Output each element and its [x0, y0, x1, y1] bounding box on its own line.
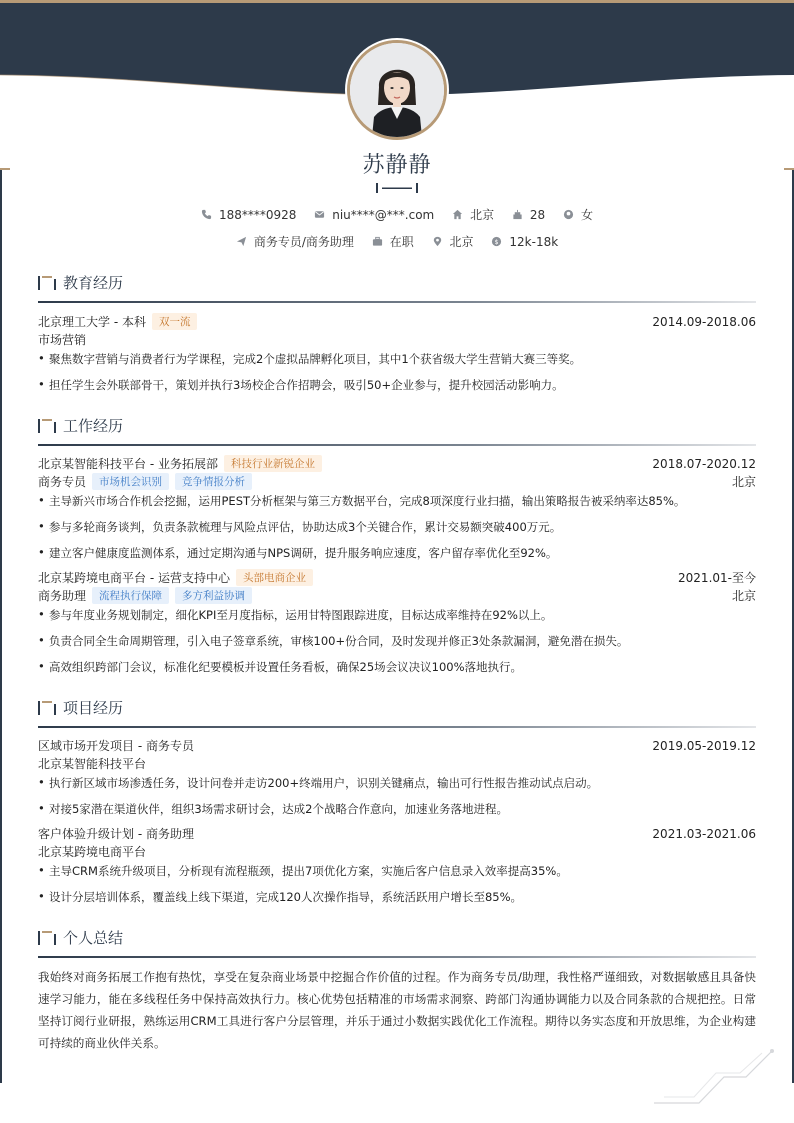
avatar: [347, 40, 447, 140]
candidate-name: 苏静静: [362, 153, 432, 178]
gender-text: 女: [581, 208, 594, 222]
section-marker-icon: [38, 419, 56, 433]
job-company: 北京某跨境电商平台 - 运营支持中心: [38, 571, 230, 585]
section-marker-icon: [38, 931, 56, 945]
email-item: [314, 208, 434, 222]
left-border-line: [0, 170, 2, 1083]
job-role: 商务助理: [38, 589, 87, 603]
education-bullet: [38, 351, 756, 367]
job-intent-row: [0, 233, 794, 250]
school-name: 北京理工大学 - 本科: [38, 315, 146, 329]
briefcase-icon: [372, 236, 383, 247]
major-name: 市场营销: [38, 333, 87, 347]
education-entry-header: [38, 313, 756, 330]
work-title-text: 工作经历: [63, 417, 124, 435]
education-bullet-text: • 聚焦数字营销与消费者行为学课程，完成2个虚拟品牌孵化项目，其中1个获省级大学生营销大赛三等奖。: [49, 352, 582, 366]
job-bullet-text: • 参与多轮商务谈判，负责条款梳理与风险点评估，协助达成3个关键合作，累计交易额突破400万元。: [49, 520, 562, 534]
education-title-text: 教育经历: [63, 274, 124, 292]
work-section-title: [38, 415, 123, 436]
home-icon: [452, 209, 463, 220]
skill-tag: 市场机会识别: [92, 473, 169, 490]
project-name: 客户体验升级计划 - 商务助理: [38, 827, 194, 841]
age-text: 28: [529, 207, 546, 222]
job-entry-header: [38, 455, 756, 472]
project-bullet-text: • 执行新区域市场渗透任务，设计问卷并走访200+终端用户，识别关键痛点，输出可行性报告推动试点启动。: [49, 776, 599, 790]
projects-rule: [38, 726, 756, 728]
age-item: [512, 208, 545, 222]
job-company: 北京某智能科技平台 - 业务拓展部: [38, 457, 218, 471]
location-icon: [432, 236, 443, 247]
job-bullet: [38, 607, 756, 623]
project-date: 2019.05-2019.12: [652, 738, 756, 753]
email-text: niu****@***.com: [332, 207, 435, 222]
project-name: 区域市场开发项目 - 商务专员: [38, 739, 194, 753]
contact-info-row: [0, 206, 794, 223]
project-bullet-text: • 对接5家潜在渠道伙伴，组织3场需求研讨会，达成2个战略合作意向，加速业务落地进程。: [49, 802, 508, 816]
job-date: 2021.01-至今: [678, 571, 756, 585]
summary-title-text: 个人总结: [63, 929, 124, 947]
project-org-row: [38, 843, 756, 860]
project-org: 北京某跨境电商平台: [38, 845, 147, 859]
project-org-row: [38, 755, 756, 772]
job-bullet: [38, 659, 756, 675]
job-bullet: [38, 545, 756, 561]
company-tag: 头部电商企业: [236, 569, 313, 586]
project-bullet: [38, 863, 756, 879]
project-entry-header: [38, 825, 756, 842]
skill-tag: 多方利益协调: [175, 587, 252, 604]
salary-icon: [491, 236, 502, 247]
job-bullet: [38, 493, 756, 509]
projects-section-title: [38, 697, 123, 718]
name-divider-ornament: [376, 182, 418, 194]
job-role-row: [38, 473, 756, 490]
company-tag: 科技行业新锐企业: [224, 455, 322, 472]
project-date: 2021.03-2021.06: [652, 826, 756, 841]
projects-title-text: 项目经历: [63, 699, 124, 717]
avatar-photo: [350, 43, 444, 137]
education-bullet-text: • 担任学生会外联部骨干，策划并执行3场校企合作招聘会，吸引50+企业参与，提升校园活动影响力。: [49, 378, 564, 392]
project-org: 北京某智能科技平台: [38, 757, 147, 771]
residence-item: [452, 206, 494, 223]
phone-icon: [201, 209, 212, 220]
project-bullet-text: • 设计分层培训体系，覆盖线上线下渠道，完成120人次操作指导，系统活跃用户增长至85%。: [49, 890, 523, 904]
summary-text: 我始终对商务拓展工作抱有热忱，享受在复杂商业场景中挖掘合作价值的过程。作为商务专员/助理，我性格严谨细致，对数据敏感且具备快速学习能力，能在多线程任务中保持高效执行力。核心优势包括精准的市场需求洞察、跨部门沟通协调能力以及合同条款的合规把控。日常坚持订阅行业研报，熟练运用CRM工具进行客户分层管理，并乐于通过小数据实践优化工作流程。期待以务实态度和开放思维，为企业构建可持续的商业伙伴关系。: [38, 970, 756, 1050]
gender-icon: [563, 209, 574, 220]
job-role: 商务专员: [38, 475, 87, 489]
salary-text: 12k-18k: [509, 234, 559, 249]
job-entry-header: [38, 569, 756, 586]
work-rule: [38, 444, 756, 446]
job-bullet-text: • 高效组织跨部门会议，标准化纪要模板并设置任务看板，确保25场会议决议100%落地执行。: [49, 660, 523, 674]
job-city: 北京: [731, 475, 756, 489]
svg-text:$: $: [494, 237, 499, 246]
project-bullet-text: • 主导CRM系统升级项目，分析现有流程瓶颈，提出7项优化方案，实施后客户信息录入效率提高35%。: [49, 864, 568, 878]
job-city: 北京: [731, 589, 756, 603]
project-entry-header: [38, 737, 756, 754]
job-bullet: [38, 519, 756, 535]
education-bullet: [38, 377, 756, 393]
education-major-row: [38, 331, 756, 348]
gender-item: [563, 206, 593, 223]
job-bullet-text: • 建立客户健康度监测体系，通过定期沟通与NPS调研，提升服务响应速度，客户留存率优化至92%。: [49, 546, 558, 560]
target-position-text: 商务专员/商务助理: [253, 235, 354, 249]
job-status-item: [372, 233, 414, 250]
section-marker-icon: [38, 276, 56, 290]
phone-item: [201, 208, 296, 222]
summary-section-title: [38, 927, 123, 948]
education-rule: [38, 301, 756, 303]
job-status-text: 在职: [389, 235, 414, 249]
project-bullet: [38, 775, 756, 791]
job-bullet-text: • 负责合同全生命周期管理，引入电子签章系统，审核100+份合同，及时发现并修正3处条款漏洞，避免潜在损失。: [49, 634, 629, 648]
job-date: 2018.07-2020.12: [652, 456, 756, 471]
cake-icon: [512, 209, 523, 220]
send-icon: [236, 236, 247, 247]
phone-text: 188****0928: [218, 207, 297, 222]
job-role-row: [38, 587, 756, 604]
education-date: 2014.09-2018.06: [652, 314, 756, 329]
project-bullet: [38, 801, 756, 817]
job-bullet-text: • 主导新兴市场合作机会挖掘，运用PEST分析框架与第三方数据平台，完成8项深度行业扫描，输出策略报告被采纳率达85%。: [49, 494, 686, 508]
mail-icon: [314, 209, 325, 220]
corner-line-ornament: [654, 1045, 774, 1105]
section-marker-icon: [38, 701, 56, 715]
skill-tag: 流程执行保障: [92, 587, 169, 604]
summary-rule: [38, 956, 756, 958]
target-position-item: [236, 233, 354, 250]
education-section-title: [38, 272, 123, 293]
job-bullet-text: • 参与年度业务规划制定，细化KPI至月度指标，运用甘特图跟踪进度，目标达成率维持在92%以上。: [49, 608, 553, 622]
job-bullet: [38, 633, 756, 649]
target-city-item: [432, 233, 474, 250]
project-bullet: [38, 889, 756, 905]
target-city-text: 北京: [449, 235, 474, 249]
residence-text: 北京: [470, 208, 495, 222]
school-tag: 双一流: [152, 313, 198, 330]
skill-tag: 竞争情报分析: [175, 473, 252, 490]
salary-item: [491, 235, 558, 249]
